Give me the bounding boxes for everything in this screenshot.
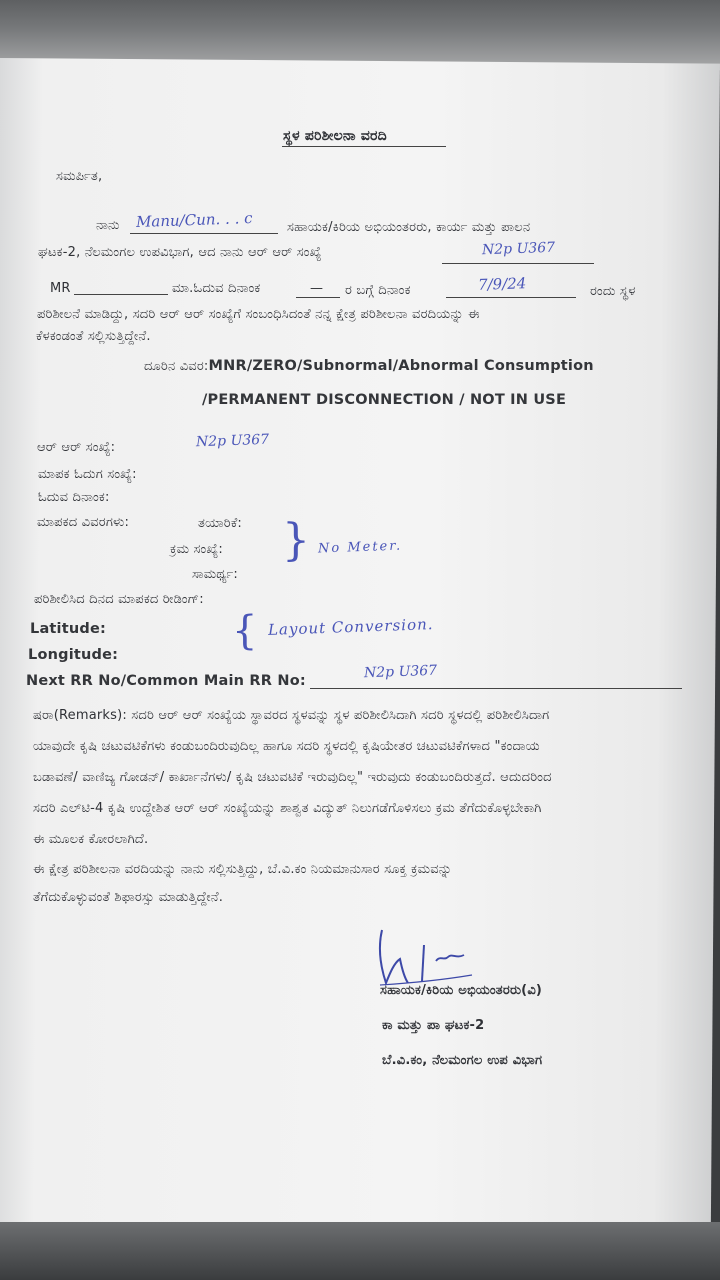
capacity-label: ಸಾಮರ್ಥ್ಯ: — [192, 567, 238, 582]
line1-suffix: ಸಹಾಯಕ/ಕಿರಿಯ ಅಭಿಯಂತರರು, ಕಾರ್ಯ ಮತ್ತು ಪಾಲನ — [287, 220, 531, 235]
line5: ಕೆಳಕಂಡಂತೆ ಸಲ್ಲಿಸುತ್ತಿದ್ದೇನೆ. — [36, 329, 151, 344]
line2: ಘಟಕ-2, ನೆಲಮಂಗಲ ಉಪವಿಭಾಗ, ಆದ ನಾನು ಆರ್ ಆರ್ ಸಂಖ್ಯೆ — [38, 245, 322, 260]
mr-underline — [74, 294, 168, 295]
details-line1 — [144, 358, 594, 374]
rr-top-underline — [442, 263, 594, 264]
signature-designation: ಸಹಾಯಕ/ಕಿರಿಯ ಅಭಿಯಂತರರು(ವಿ) — [380, 983, 543, 998]
details-line1-prefix: ದೂರಿನ ವಿವರ: — [144, 359, 209, 374]
document-title: ಸ್ಥಳ ಪರಿಶೀಲನಾ ವರದಿ — [283, 128, 387, 144]
meter-details-label: ಮಾಪಕದ ವಿವರಗಳು: — [37, 515, 130, 530]
title-underline — [282, 146, 446, 147]
remarks-line-2: ಯಾವುದೇ ಕೃಷಿ ಚಟುವಟಿಕೆಗಳು ಕಂಡುಬಂದಿರುವುದಿಲ್ಲ ಹಾಗೂ ಸದರಿ ಸ್ಥಳದಲ್ಲಿ ಕೃಷಿಯೇತರ ಚಟುವಟಿಕೆಗಳಾದ "ಕಂದಾಯ — [33, 739, 540, 754]
handwritten-meter-note: No Meter. — [317, 538, 403, 557]
date-underline — [446, 297, 576, 298]
details-line1-text: MNR/ZERO/Subnormal/Abnormal Consumption — [208, 358, 594, 374]
handwritten-name: Manu/Cun. . . c — [135, 208, 253, 232]
rr-no-label: ಆರ್ ಆರ್ ಸಂಖ್ಯೆ: — [37, 440, 116, 455]
meter-brace: } — [282, 515, 310, 566]
line3-dash: — — [310, 281, 324, 296]
handwritten-next-rr: N2p U367 — [363, 662, 438, 682]
remarks-line-5: ಈ ಮೂಲಕ ಕೋರಲಾಗಿದೆ. — [33, 832, 149, 847]
signature-office: ಬೆ.ವಿ.ಕಂ, ನೆಲಮಂಗಲ ಉಪ ವಿಭಾಗ — [382, 1053, 543, 1068]
line3-mr: MR — [50, 281, 71, 296]
location-brace: { — [232, 608, 258, 654]
make-label: ತಯಾರಿಕೆ: — [198, 516, 243, 531]
line3-end: ರಂದು ಸ್ಥಳ — [590, 284, 636, 299]
line4: ಪರಿಶೀಲನೆ ಮಾಡಿದ್ದು, ಸದರಿ ಆರ್ ಆರ್ ಸಂಖ್ಯೆಗೆ ಸಂಬಂಧಿಸಿದಂತೆ ನನ್ನ ಕ್ಷೇತ್ರ ಪರಿಶೀಲನಾ ವರದಿಯನ್ನು ಈ — [37, 307, 480, 322]
handwritten-rr-top: N2p U367 — [481, 239, 556, 259]
line3-mid: ಮಾ.ಓದುವ ದಿನಾಂಕ — [172, 281, 261, 296]
handwritten-rr-field: N2p U367 — [195, 431, 270, 451]
reading-date-label: ಓದುವ ದಿನಾಂಕ: — [38, 490, 110, 505]
remarks-line-1: ಷರಾ(Remarks): ಸದರಿ ಆರ್ ಆರ್ ಸಂಖ್ಯೆಯ ಸ್ಥಾವರದ ಸ್ಥಳವನ್ನು ಸ್ಥಳ ಪರಿಶೀಲಿಸಿದಾಗಿ ಸದರಿ ಸ್ಥಳದಲ್ಲಿ ಪರಿಶೀಲಿಸಿದಾಗ — [33, 708, 550, 723]
signature-unit: ಕಾ ಮತ್ತು ಪಾ ಘಟಕ-2 — [382, 1018, 485, 1033]
line3-about: ರ ಬಗ್ಗೆ ದಿನಾಂಕ — [345, 283, 411, 298]
name-underline — [130, 233, 278, 234]
read-date-underline — [296, 297, 340, 298]
longitude-label: Longitude: — [28, 647, 119, 663]
meter-reading-no-label: ಮಾಪಕ ಓದುಗ ಸಂಖ್ಯೆ: — [38, 467, 137, 482]
remarks-line-3: ಬಡಾವಣೆ/ ವಾಣಿಜ್ಯ ಗೋಡನ್/ ಕಾರ್ಖಾನೆಗಳು/ ಕೃಷಿ ಚಟುವಟಿಕೆ ಇರುವುದಿಲ್ಲ" ಇರುವುದು ಕಂಡುಬಂದಿರುತ್ತದೆ. ಆದುದರಿಂದ — [33, 770, 552, 785]
latitude-label: Latitude: — [30, 621, 106, 637]
line1-prefix: ನಾನು — [96, 218, 120, 233]
background-bottom — [0, 1222, 720, 1280]
serial-label: ಕ್ರಮ ಸಂಖ್ಯೆ: — [170, 542, 223, 557]
next-rr-label: Next RR No/Common Main RR No: — [26, 673, 306, 689]
remarks-line-7: ತೆಗೆದುಕೊಳ್ಳುವಂತೆ ಶಿಫಾರಸ್ಸು ಮಾಡುತ್ತಿದ್ದೇನೆ. — [33, 890, 224, 905]
remarks-line-4: ಸದರಿ ಎಲ್‌ಟಿ-4 ಕೃಷಿ ಉದ್ದೇಶಿತ ಆರ್ ಆರ್ ಸಂಖ್ಯೆಯನ್ನು ಶಾಶ್ವತ ವಿದ್ಯುತ್ ನಿಲುಗಡೆಗೊಳಿಸಲು ಕ್ರಮ ತೆಗೆದುಕೊಳ್ಳಬೇಕಾಗಿ — [33, 801, 542, 816]
handwritten-date: 7/9/24 — [477, 274, 527, 294]
handwritten-location-note: Layout Conversion. — [267, 615, 434, 639]
next-rr-underline — [310, 688, 682, 689]
remarks-line-6: ಈ ಕ್ಷೇತ್ರ ಪರಿಶೀಲನಾ ವರದಿಯನ್ನು ನಾನು ಸಲ್ಲಿಸುತ್ತಿದ್ದು, ಬೆ.ವಿ.ಕಂ ನಿಯಮಾನುಸಾರ ಸೂಕ್ತ ಕ್ರಮವನ್ನು — [33, 862, 453, 877]
inspection-reading-label: ಪರಿಶೀಲಿಸಿದ ದಿನದ ಮಾಪಕದ ರೀಡಿಂಗ್: — [34, 592, 204, 607]
details-line2: /PERMANENT DISCONNECTION / NOT IN USE — [202, 392, 567, 408]
salutation: ಸಮರ್ಪಿತ, — [56, 169, 103, 184]
